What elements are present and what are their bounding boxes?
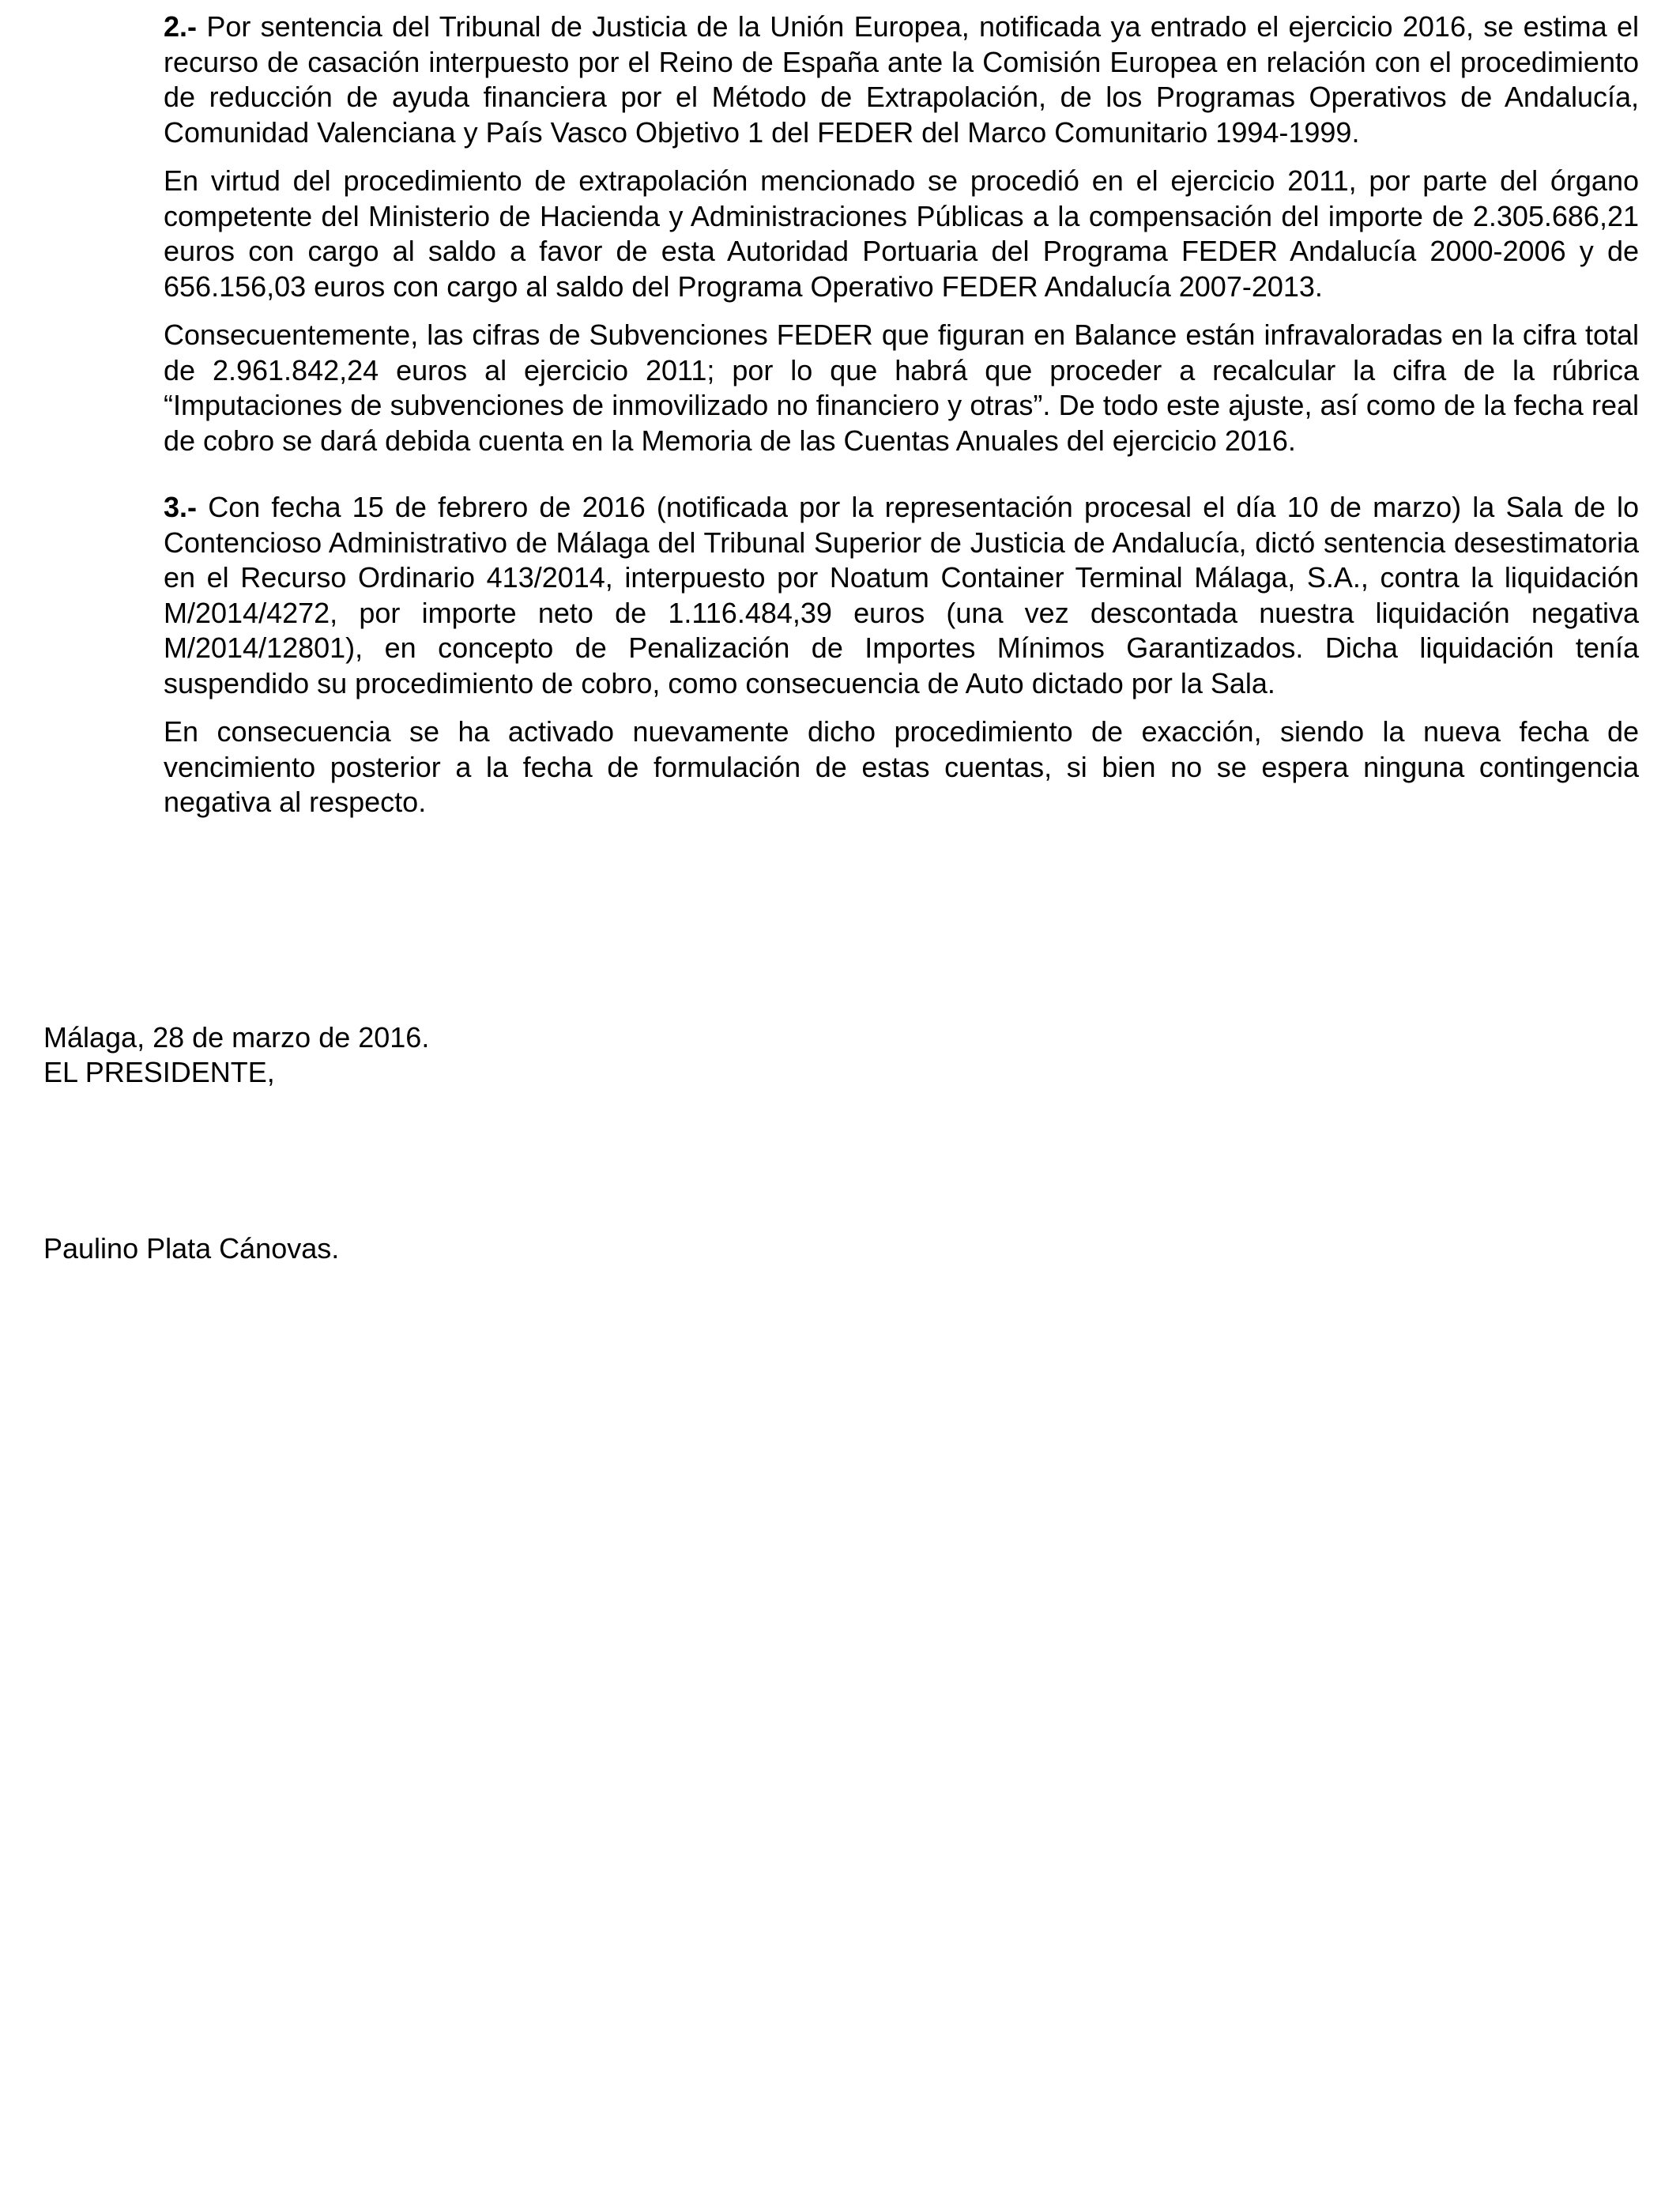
section-2-paragraph-2: En virtud del procedimiento de extrapolación mencionado se procedió en el ejercicio 2011, por parte del órgano competente del Ministerio de Hacienda y Administraciones Públicas a la compensación del importe de 2.305.686,21 euros con cargo al saldo a favor de esta Autoridad Portuaria del Programa FEDER Andalucía 2000-2006 y de 656.156,03 euros con cargo al saldo del Programa Operativo FEDER Andalucía 2007-2013.: [164, 164, 1639, 303]
signatory-title: EL PRESIDENTE,: [43, 1056, 275, 1088]
section-3-paragraph-1-text: Con fecha 15 de febrero de 2016 (notificada por la representación procesal el día 10 de marzo) la Sala de lo Contencioso Administrativo de Málaga del Tribunal Superior de Justicia de Andalucía, dictó sentencia desestimatoria en el Recurso Ordinario 413/2014, interpuesto por Noatum Container Terminal Málaga, S.A., contra la liquidación M/2014/4272, por importe neto de 1.116.484,39 euros (una vez descontada nuestra liquidación negativa M/2014/12801), en concepto de Penalización de Importes Mínimos Garantizados. Dicha liquidación tenía suspendido su procedimiento de cobro, como consecuencia de Auto dictado por la Sala.: [164, 491, 1639, 699]
section-2-paragraph-3: Consecuentemente, las cifras de Subvenciones FEDER que figuran en Balance están infravaloradas en la cifra total de 2.961.842,24 euros al ejercicio 2011; por lo que habrá que proceder a recalcular la cifra de la rúbrica “Imputaciones de subvenciones de inmovilizado no financiero y otras”. De todo este ajuste, así como de la fecha real de cobro se dará debida cuenta en la Memoria de las Cuentas Anuales del ejercicio 2016.: [164, 319, 1639, 457]
place-date: Málaga, 28 de marzo de 2016.: [43, 1021, 430, 1054]
section-2-paragraph-1: [164, 9, 1639, 150]
document-body: [164, 9, 1639, 820]
section-2-number: 2.-: [164, 10, 198, 43]
signatory-name: Paulino Plata Cánovas.: [43, 1232, 340, 1265]
section-2-paragraph-1-text: Por sentencia del Tribunal de Justicia de la Unión Europea, notificada ya entrado el ejercicio 2016, se estima el recurso de casación interpuesto por el Reino de España ante la Comisión Europea en relación con el procedimiento de reducción de ayuda financiera por el Método de Extrapolación, de los Programas Operativos de Andalucía, Comunidad Valenciana y País Vasco Objetivo 1 del FEDER del Marco Comunitario 1994-1999.: [164, 10, 1639, 149]
section-3-paragraph-2: En consecuencia se ha activado nuevamente dicho procedimiento de exacción, siendo la nueva fecha de vencimiento posterior a la fecha de formulación de estas cuentas, si bien no se espera ninguna contingencia negativa al respecto.: [164, 715, 1639, 818]
section-3-number: 3.-: [164, 491, 198, 523]
section-3-paragraph-1: [164, 490, 1639, 701]
